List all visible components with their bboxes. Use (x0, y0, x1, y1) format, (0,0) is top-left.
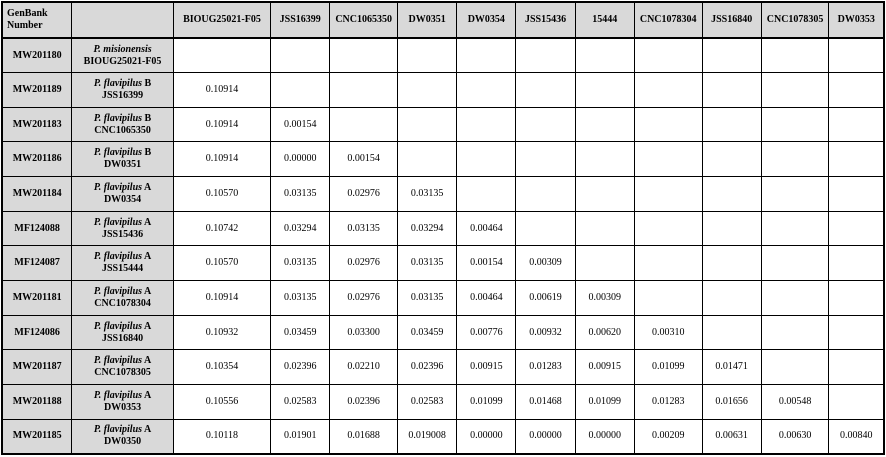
distance-cell (829, 38, 884, 73)
distance-cell (330, 38, 398, 73)
distance-cell: 0.01099 (575, 385, 634, 420)
specimen-id: CNC1078305 (94, 367, 151, 379)
clade-label: B (144, 77, 152, 89)
distance-cell: 0.01283 (516, 350, 575, 385)
distance-cell (516, 107, 575, 142)
distance-cell: 0.01099 (457, 385, 516, 420)
species-name: P. flavipilus (93, 77, 143, 89)
specimen-id: JSS15436 (101, 228, 144, 240)
distance-cell: 0.02583 (271, 385, 330, 420)
distance-cell (761, 246, 829, 281)
clade-label: A (143, 216, 152, 228)
distance-cell (829, 315, 884, 350)
genbank-column-header: GenBank Number (2, 2, 72, 38)
species-name: P. flavipilus (93, 147, 143, 159)
table-row (2, 281, 884, 316)
distance-cell: 0.00620 (575, 315, 634, 350)
clade-label: A (143, 251, 152, 263)
distance-cell: 0.03135 (397, 281, 456, 316)
distance-cell: 0.10932 (173, 315, 270, 350)
clade-label: B (144, 112, 152, 124)
distance-cell (516, 211, 575, 246)
distance-cell (397, 107, 456, 142)
distance-cell: 0.03459 (271, 315, 330, 350)
distance-cell (271, 73, 330, 108)
specimen-id: BIOUG25021-F05 (83, 55, 162, 67)
column-header: CNC1078304 (634, 2, 702, 38)
genbank-number-cell: MW201186 (2, 142, 72, 177)
distance-cell: 0.01471 (702, 350, 761, 385)
distance-cell: 0.10570 (173, 177, 270, 212)
distance-cell (634, 211, 702, 246)
column-header: JSS15436 (516, 2, 575, 38)
distance-cell (702, 73, 761, 108)
genbank-number-cell: MW201185 (2, 419, 72, 454)
table-row (2, 38, 884, 73)
specimen-id: JSS16399 (101, 89, 144, 101)
genbank-number-cell: MW201180 (2, 38, 72, 73)
distance-cell (829, 107, 884, 142)
distance-cell: 0.00154 (271, 107, 330, 142)
taxon-name-line (74, 182, 171, 194)
distance-cell (634, 281, 702, 316)
distance-cell: 0.03294 (271, 211, 330, 246)
distance-cell: 0.00154 (330, 142, 398, 177)
distance-cell: 0.02396 (397, 350, 456, 385)
clade-label: A (143, 424, 152, 436)
table-body (2, 38, 884, 454)
column-header: BIOUG25021-F05 (173, 2, 270, 38)
species-name: P. flavipilus (93, 424, 143, 436)
distance-cell (702, 38, 761, 73)
taxon-name-line (74, 217, 171, 229)
table-row (2, 73, 884, 108)
distance-cell: 0.10570 (173, 246, 270, 281)
taxon-column-header (72, 2, 174, 38)
species-name: P. flavipilus (93, 285, 143, 297)
taxon-name-line (74, 321, 171, 333)
genbank-number-cell: MF124086 (2, 315, 72, 350)
table-row (2, 419, 884, 454)
table-row (2, 142, 884, 177)
distance-cell: 0.02976 (330, 246, 398, 281)
table-row (2, 385, 884, 420)
distance-cell: 0.00464 (457, 211, 516, 246)
distance-cell (702, 281, 761, 316)
taxon-name-line (74, 390, 171, 402)
distance-cell (575, 142, 634, 177)
clade-label: A (143, 389, 152, 401)
distance-cell (761, 350, 829, 385)
distance-cell (516, 73, 575, 108)
genbank-number-cell: MW201187 (2, 350, 72, 385)
column-header: DW0353 (829, 2, 884, 38)
distance-cell: 0.03135 (271, 177, 330, 212)
distance-cell (761, 315, 829, 350)
taxon-name-line (74, 424, 171, 436)
distance-cell (829, 350, 884, 385)
taxon-cell (72, 211, 174, 246)
distance-cell: 0.03135 (397, 177, 456, 212)
taxon-name-line (74, 78, 171, 90)
clade-label: A (143, 355, 152, 367)
clade-label: A (143, 181, 152, 193)
distance-cell (457, 107, 516, 142)
distance-cell (702, 315, 761, 350)
distance-cell: 0.02210 (330, 350, 398, 385)
species-name: P. flavipilus (93, 251, 143, 263)
distance-cell: 0.00619 (516, 281, 575, 316)
distance-cell (397, 38, 456, 73)
distance-cell (702, 246, 761, 281)
distance-cell (457, 38, 516, 73)
distance-cell (761, 38, 829, 73)
specimen-id: DW0354 (103, 193, 142, 205)
distance-cell: 0.00000 (457, 419, 516, 454)
distance-cell (761, 281, 829, 316)
distance-cell: 0.02976 (330, 281, 398, 316)
distance-cell (634, 38, 702, 73)
column-header: DW0354 (457, 2, 516, 38)
distance-cell: 0.10354 (173, 350, 270, 385)
distance-cell (829, 281, 884, 316)
distance-cell (634, 177, 702, 212)
distance-cell (702, 107, 761, 142)
distance-cell: 0.03135 (271, 281, 330, 316)
distance-cell (634, 142, 702, 177)
table-row (2, 211, 884, 246)
distance-cell (397, 142, 456, 177)
column-header: DW0351 (397, 2, 456, 38)
table-header (2, 2, 884, 38)
distance-cell (829, 177, 884, 212)
distance-cell (516, 177, 575, 212)
distance-cell (330, 107, 398, 142)
distance-cell (761, 107, 829, 142)
taxon-name-line (74, 147, 171, 159)
distance-cell (330, 73, 398, 108)
species-name: P. flavipilus (93, 216, 143, 228)
distance-cell: 0.00631 (702, 419, 761, 454)
distance-cell: 0.01901 (271, 419, 330, 454)
taxon-cell (72, 419, 174, 454)
distance-cell (271, 38, 330, 73)
taxon-cell (72, 107, 174, 142)
distance-cell: 0.02976 (330, 177, 398, 212)
species-name: P. flavipilus (93, 112, 143, 124)
taxon-cell (72, 315, 174, 350)
table-row (2, 177, 884, 212)
distance-cell: 0.01688 (330, 419, 398, 454)
distance-cell: 0.019008 (397, 419, 456, 454)
specimen-id: JSS16840 (101, 332, 144, 344)
distance-cell: 0.10914 (173, 73, 270, 108)
distance-cell: 0.10914 (173, 142, 270, 177)
distance-cell (702, 142, 761, 177)
distance-cell: 0.00464 (457, 281, 516, 316)
column-header: JSS16840 (702, 2, 761, 38)
clade-label: A (143, 285, 152, 297)
distance-cell (575, 73, 634, 108)
specimen-id: JSS15444 (101, 263, 144, 275)
table-row (2, 315, 884, 350)
distance-cell: 0.10914 (173, 281, 270, 316)
genbank-number-cell: MW201189 (2, 73, 72, 108)
distance-cell (575, 107, 634, 142)
taxon-name-line (74, 44, 171, 56)
distance-cell (575, 246, 634, 281)
distance-cell: 0.00000 (516, 419, 575, 454)
distance-cell (829, 142, 884, 177)
distance-cell (575, 211, 634, 246)
taxon-cell (72, 73, 174, 108)
distance-cell (634, 107, 702, 142)
distance-cell (702, 177, 761, 212)
distance-cell: 0.00548 (761, 385, 829, 420)
distance-cell: 0.00915 (575, 350, 634, 385)
distance-cell: 0.02396 (271, 350, 330, 385)
distance-cell: 0.00309 (575, 281, 634, 316)
taxon-name-line (74, 113, 171, 125)
distance-cell (634, 246, 702, 281)
taxon-name-line (74, 286, 171, 298)
distance-cell: 0.03294 (397, 211, 456, 246)
distance-cell (457, 177, 516, 212)
taxon-cell (72, 281, 174, 316)
taxon-cell (72, 38, 174, 73)
distance-cell: 0.10118 (173, 419, 270, 454)
genbank-number-cell: MF124087 (2, 246, 72, 281)
distance-cell (829, 246, 884, 281)
column-header: JSS16399 (271, 2, 330, 38)
distance-cell: 0.01099 (634, 350, 702, 385)
distance-cell: 0.10556 (173, 385, 270, 420)
table-row (2, 107, 884, 142)
distance-cell (761, 177, 829, 212)
specimen-id: DW0350 (103, 436, 142, 448)
column-header: 15444 (575, 2, 634, 38)
distance-cell (173, 38, 270, 73)
clade-label: A (143, 320, 152, 332)
distance-cell (829, 385, 884, 420)
species-name: P. flavipilus (93, 181, 143, 193)
distance-cell: 0.00154 (457, 246, 516, 281)
distance-cell (457, 142, 516, 177)
distance-cell: 0.02583 (397, 385, 456, 420)
distance-cell: 0.00630 (761, 419, 829, 454)
genbank-number-cell: MW201183 (2, 107, 72, 142)
column-header: CNC1078305 (761, 2, 829, 38)
distance-cell: 0.03135 (271, 246, 330, 281)
distance-cell: 0.00840 (829, 419, 884, 454)
genbank-number-cell: MW201188 (2, 385, 72, 420)
distance-cell (634, 73, 702, 108)
distance-cell: 0.00000 (271, 142, 330, 177)
distance-cell (761, 211, 829, 246)
header-row (2, 2, 884, 38)
table-row (2, 246, 884, 281)
distance-cell: 0.10914 (173, 107, 270, 142)
distance-cell: 0.00915 (457, 350, 516, 385)
distance-cell: 0.01656 (702, 385, 761, 420)
taxon-cell (72, 142, 174, 177)
specimen-id: CNC1065350 (94, 124, 151, 136)
distance-cell: 0.00932 (516, 315, 575, 350)
distance-cell: 0.00209 (634, 419, 702, 454)
genbank-number-cell: MW201184 (2, 177, 72, 212)
distance-cell: 0.10742 (173, 211, 270, 246)
column-header: CNC1065350 (330, 2, 398, 38)
distance-cell (761, 142, 829, 177)
distance-cell (575, 177, 634, 212)
distance-cell: 0.03135 (397, 246, 456, 281)
distance-cell: 0.03459 (397, 315, 456, 350)
species-name: P. flavipilus (93, 355, 143, 367)
distance-cell: 0.00776 (457, 315, 516, 350)
distance-cell (702, 211, 761, 246)
specimen-id: DW0353 (103, 401, 142, 413)
clade-label: B (144, 147, 152, 159)
distance-cell (829, 211, 884, 246)
distance-cell (397, 73, 456, 108)
distance-cell: 0.00309 (516, 246, 575, 281)
specimen-id: CNC1078304 (94, 297, 151, 309)
species-name: P. misionensis (93, 43, 152, 55)
distance-cell: 0.01283 (634, 385, 702, 420)
species-name: P. flavipilus (93, 320, 143, 332)
genbank-number-cell: MW201181 (2, 281, 72, 316)
distance-cell (516, 38, 575, 73)
distance-cell: 0.03300 (330, 315, 398, 350)
distance-cell (457, 73, 516, 108)
taxon-cell (72, 350, 174, 385)
distance-cell: 0.01468 (516, 385, 575, 420)
taxon-cell (72, 246, 174, 281)
species-name: P. flavipilus (93, 389, 143, 401)
table-row (2, 350, 884, 385)
distance-cell (575, 38, 634, 73)
distance-cell (761, 73, 829, 108)
taxon-cell (72, 177, 174, 212)
taxon-name-line (74, 355, 171, 367)
distance-matrix-table (1, 1, 885, 455)
specimen-id: DW0351 (103, 159, 142, 171)
distance-cell (516, 142, 575, 177)
taxon-name-line (74, 251, 171, 263)
distance-cell (829, 73, 884, 108)
genbank-number-cell: MF124088 (2, 211, 72, 246)
distance-cell: 0.03135 (330, 211, 398, 246)
distance-cell: 0.02396 (330, 385, 398, 420)
taxon-cell (72, 385, 174, 420)
distance-cell: 0.00000 (575, 419, 634, 454)
distance-cell: 0.00310 (634, 315, 702, 350)
